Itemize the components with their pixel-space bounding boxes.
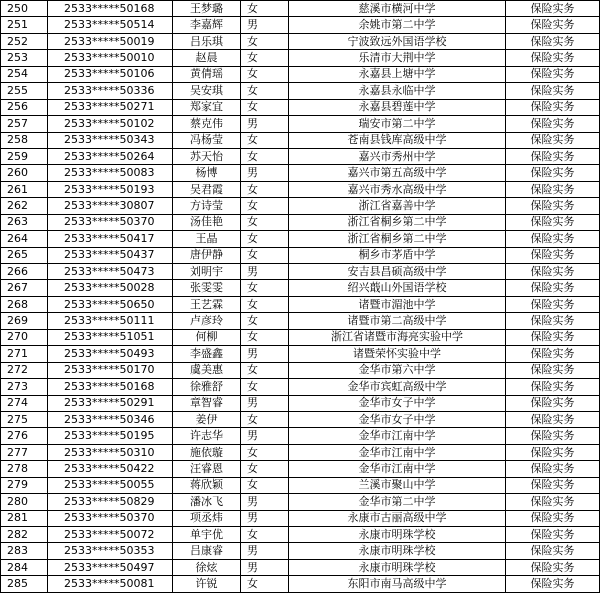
school-name-cell: 金华市女子中学 — [289, 411, 506, 427]
student-name-cell: 许锐 — [173, 576, 241, 592]
row-number-cell: 283 — [1, 543, 48, 559]
table-row — [1, 559, 600, 575]
exam-id-cell: 2533*****50019 — [48, 33, 173, 49]
school-name-cell: 苍南县钱库高级中学 — [289, 132, 506, 148]
row-number-cell: 259 — [1, 148, 48, 164]
student-name-cell: 何柳 — [173, 329, 241, 345]
exam-id-cell: 2533*****50370 — [48, 214, 173, 230]
student-name-cell: 吕康睿 — [173, 543, 241, 559]
student-name-cell: 汪睿恩 — [173, 461, 241, 477]
subject-cell: 保险实务 — [506, 428, 600, 444]
exam-id-cell: 2533*****50291 — [48, 395, 173, 411]
subject-cell: 保险实务 — [506, 296, 600, 312]
subject-cell: 保险实务 — [506, 411, 600, 427]
school-name-cell: 浙江省嘉善中学 — [289, 198, 506, 214]
gender-cell: 女 — [241, 214, 289, 230]
student-name-cell: 李盛鑫 — [173, 346, 241, 362]
gender-cell: 男 — [241, 17, 289, 33]
table-row — [1, 198, 600, 214]
gender-cell: 女 — [241, 280, 289, 296]
table-row — [1, 346, 600, 362]
student-name-cell: 张雯雯 — [173, 280, 241, 296]
exam-id-cell: 2533*****50081 — [48, 576, 173, 592]
student-name-cell: 黄倩瑶 — [173, 66, 241, 82]
school-name-cell: 宁波致远外国语学校 — [289, 33, 506, 49]
exam-id-cell: 2533*****50111 — [48, 313, 173, 329]
gender-cell: 男 — [241, 346, 289, 362]
table-row — [1, 214, 600, 230]
exam-id-cell: 2533*****50336 — [48, 83, 173, 99]
exam-id-cell: 2533*****50370 — [48, 510, 173, 526]
table-row — [1, 379, 600, 395]
school-name-cell: 金华市女子中学 — [289, 395, 506, 411]
student-name-cell: 方诗莹 — [173, 198, 241, 214]
row-number-cell: 250 — [1, 1, 48, 17]
table-row — [1, 1, 600, 17]
gender-cell: 男 — [241, 510, 289, 526]
table-row — [1, 247, 600, 263]
table-row — [1, 411, 600, 427]
table-row — [1, 444, 600, 460]
student-name-cell: 冯杨莹 — [173, 132, 241, 148]
table-row — [1, 428, 600, 444]
gender-cell: 女 — [241, 362, 289, 378]
student-name-cell: 吴君霞 — [173, 181, 241, 197]
table-row — [1, 165, 600, 181]
row-number-cell: 279 — [1, 477, 48, 493]
table-row — [1, 313, 600, 329]
student-name-cell: 吴安琪 — [173, 83, 241, 99]
student-name-cell: 郑家宜 — [173, 99, 241, 115]
student-name-cell: 章智睿 — [173, 395, 241, 411]
school-name-cell: 永嘉县上塘中学 — [289, 66, 506, 82]
row-number-cell: 254 — [1, 66, 48, 82]
student-name-cell: 蒋欣颖 — [173, 477, 241, 493]
school-name-cell: 永康市明珠学校 — [289, 527, 506, 543]
table-row — [1, 395, 600, 411]
subject-cell: 保险实务 — [506, 99, 600, 115]
school-name-cell: 乐清市大荆中学 — [289, 50, 506, 66]
exam-id-cell: 2533*****50497 — [48, 559, 173, 575]
row-number-cell: 272 — [1, 362, 48, 378]
subject-cell: 保险实务 — [506, 66, 600, 82]
row-number-cell: 269 — [1, 313, 48, 329]
table-row — [1, 362, 600, 378]
subject-cell: 保险实务 — [506, 379, 600, 395]
gender-cell: 男 — [241, 395, 289, 411]
school-name-cell: 嘉兴市秀水高级中学 — [289, 181, 506, 197]
school-name-cell: 金华市江南中学 — [289, 428, 506, 444]
table-row — [1, 494, 600, 510]
student-name-cell: 项丞炜 — [173, 510, 241, 526]
student-name-cell: 徐炫 — [173, 559, 241, 575]
exam-id-cell: 2533*****50514 — [48, 17, 173, 33]
gender-cell: 男 — [241, 428, 289, 444]
student-name-cell: 姜伊 — [173, 411, 241, 427]
exam-id-cell: 2533*****50650 — [48, 296, 173, 312]
exam-id-cell: 2533*****30807 — [48, 198, 173, 214]
school-name-cell: 桐乡市茅盾中学 — [289, 247, 506, 263]
gender-cell: 女 — [241, 231, 289, 247]
subject-cell: 保险实务 — [506, 50, 600, 66]
exam-id-cell: 2533*****50437 — [48, 247, 173, 263]
school-name-cell: 绍兴蕺山外国语学校 — [289, 280, 506, 296]
row-number-cell: 273 — [1, 379, 48, 395]
subject-cell: 保险实务 — [506, 165, 600, 181]
table-row — [1, 231, 600, 247]
student-name-cell: 许志华 — [173, 428, 241, 444]
row-number-cell: 265 — [1, 247, 48, 263]
row-number-cell: 264 — [1, 231, 48, 247]
table-row — [1, 148, 600, 164]
roster-body — [1, 1, 600, 593]
student-name-cell: 王晶 — [173, 231, 241, 247]
table-row — [1, 527, 600, 543]
school-name-cell: 诸暨荣怀实验中学 — [289, 346, 506, 362]
subject-cell: 保险实务 — [506, 264, 600, 280]
table-row — [1, 461, 600, 477]
school-name-cell: 余姚市第二中学 — [289, 17, 506, 33]
table-row — [1, 132, 600, 148]
exam-id-cell: 2533*****50168 — [48, 1, 173, 17]
table-row — [1, 264, 600, 280]
exam-id-cell: 2533*****50102 — [48, 116, 173, 132]
subject-cell: 保险实务 — [506, 181, 600, 197]
school-name-cell: 浙江省桐乡第二中学 — [289, 231, 506, 247]
row-number-cell: 266 — [1, 264, 48, 280]
gender-cell: 女 — [241, 527, 289, 543]
gender-cell: 女 — [241, 477, 289, 493]
subject-cell: 保险实务 — [506, 543, 600, 559]
gender-cell: 女 — [241, 461, 289, 477]
gender-cell: 男 — [241, 264, 289, 280]
table-row — [1, 477, 600, 493]
exam-id-cell: 2533*****50353 — [48, 543, 173, 559]
gender-cell: 男 — [241, 494, 289, 510]
table-row — [1, 99, 600, 115]
student-name-cell: 汤佳艳 — [173, 214, 241, 230]
gender-cell: 女 — [241, 247, 289, 263]
table-row — [1, 296, 600, 312]
table-row — [1, 116, 600, 132]
student-name-cell: 王梦璐 — [173, 1, 241, 17]
exam-id-cell: 2533*****50829 — [48, 494, 173, 510]
subject-cell: 保险实务 — [506, 494, 600, 510]
table-row — [1, 50, 600, 66]
student-name-cell: 单宇优 — [173, 527, 241, 543]
table-row — [1, 543, 600, 559]
student-name-cell: 卢彦玲 — [173, 313, 241, 329]
school-name-cell: 浙江省桐乡第二中学 — [289, 214, 506, 230]
school-name-cell: 金华市宾虹高级中学 — [289, 379, 506, 395]
student-name-cell: 李嘉辉 — [173, 17, 241, 33]
school-name-cell: 金华市江南中学 — [289, 444, 506, 460]
subject-cell: 保险实务 — [506, 116, 600, 132]
subject-cell: 保险实务 — [506, 83, 600, 99]
gender-cell: 女 — [241, 181, 289, 197]
row-number-cell: 274 — [1, 395, 48, 411]
subject-cell: 保险实务 — [506, 395, 600, 411]
subject-cell: 保险实务 — [506, 148, 600, 164]
table-row — [1, 576, 600, 592]
school-name-cell: 嘉兴市秀州中学 — [289, 148, 506, 164]
row-number-cell: 276 — [1, 428, 48, 444]
gender-cell: 女 — [241, 444, 289, 460]
gender-cell: 女 — [241, 83, 289, 99]
exam-id-cell: 2533*****50168 — [48, 379, 173, 395]
school-name-cell: 永康市明珠学校 — [289, 543, 506, 559]
student-name-cell: 潘冰飞 — [173, 494, 241, 510]
subject-cell: 保险实务 — [506, 247, 600, 263]
exam-id-cell: 2533*****50346 — [48, 411, 173, 427]
subject-cell: 保险实务 — [506, 362, 600, 378]
row-number-cell: 270 — [1, 329, 48, 345]
exam-id-cell: 2533*****50264 — [48, 148, 173, 164]
exam-id-cell: 2533*****50310 — [48, 444, 173, 460]
subject-cell: 保险实务 — [506, 477, 600, 493]
subject-cell: 保险实务 — [506, 510, 600, 526]
table-row — [1, 181, 600, 197]
subject-cell: 保险实务 — [506, 214, 600, 230]
school-name-cell: 东阳市南马高级中学 — [289, 576, 506, 592]
gender-cell: 女 — [241, 313, 289, 329]
exam-id-cell: 2533*****50170 — [48, 362, 173, 378]
row-number-cell: 284 — [1, 559, 48, 575]
school-name-cell: 永嘉县碧莲中学 — [289, 99, 506, 115]
school-name-cell: 瑞安市第二中学 — [289, 116, 506, 132]
school-name-cell: 诸暨市湄池中学 — [289, 296, 506, 312]
subject-cell: 保险实务 — [506, 132, 600, 148]
row-number-cell: 258 — [1, 132, 48, 148]
subject-cell: 保险实务 — [506, 576, 600, 592]
row-number-cell: 255 — [1, 83, 48, 99]
row-number-cell: 281 — [1, 510, 48, 526]
exam-id-cell: 2533*****50417 — [48, 231, 173, 247]
student-name-cell: 苏天怡 — [173, 148, 241, 164]
school-name-cell: 永嘉县永临中学 — [289, 83, 506, 99]
row-number-cell: 268 — [1, 296, 48, 312]
school-name-cell: 金华市第二中学 — [289, 494, 506, 510]
gender-cell: 女 — [241, 99, 289, 115]
exam-id-cell: 2533*****51051 — [48, 329, 173, 345]
student-name-cell: 徐雅舒 — [173, 379, 241, 395]
school-name-cell: 浙江省诸暨市海亮实验中学 — [289, 329, 506, 345]
gender-cell: 男 — [241, 165, 289, 181]
exam-id-cell: 2533*****50083 — [48, 165, 173, 181]
subject-cell: 保险实务 — [506, 33, 600, 49]
student-name-cell: 蔡克伟 — [173, 116, 241, 132]
student-name-cell: 虞美惠 — [173, 362, 241, 378]
exam-id-cell: 2533*****50493 — [48, 346, 173, 362]
table-row — [1, 17, 600, 33]
row-number-cell: 252 — [1, 33, 48, 49]
row-number-cell: 271 — [1, 346, 48, 362]
exam-id-cell: 2533*****50106 — [48, 66, 173, 82]
table-row — [1, 66, 600, 82]
subject-cell: 保险实务 — [506, 313, 600, 329]
student-name-cell: 王艺霖 — [173, 296, 241, 312]
school-name-cell: 慈溪市横河中学 — [289, 1, 506, 17]
exam-id-cell: 2533*****50010 — [48, 50, 173, 66]
table-row — [1, 33, 600, 49]
gender-cell: 女 — [241, 379, 289, 395]
gender-cell: 女 — [241, 576, 289, 592]
subject-cell: 保险实务 — [506, 527, 600, 543]
row-number-cell: 251 — [1, 17, 48, 33]
exam-id-cell: 2533*****50271 — [48, 99, 173, 115]
subject-cell: 保险实务 — [506, 461, 600, 477]
row-number-cell: 282 — [1, 527, 48, 543]
gender-cell: 女 — [241, 148, 289, 164]
subject-cell: 保险实务 — [506, 231, 600, 247]
school-name-cell: 金华市江南中学 — [289, 461, 506, 477]
gender-cell: 女 — [241, 66, 289, 82]
row-number-cell: 278 — [1, 461, 48, 477]
exam-id-cell: 2533*****50072 — [48, 527, 173, 543]
subject-cell: 保险实务 — [506, 17, 600, 33]
exam-id-cell: 2533*****50422 — [48, 461, 173, 477]
subject-cell: 保险实务 — [506, 198, 600, 214]
gender-cell: 女 — [241, 198, 289, 214]
school-name-cell: 兰溪市聚山中学 — [289, 477, 506, 493]
gender-cell: 男 — [241, 543, 289, 559]
student-name-cell: 刘明宇 — [173, 264, 241, 280]
row-number-cell: 253 — [1, 50, 48, 66]
exam-id-cell: 2533*****50193 — [48, 181, 173, 197]
row-number-cell: 285 — [1, 576, 48, 592]
student-name-cell: 吕乐琪 — [173, 33, 241, 49]
row-number-cell: 260 — [1, 165, 48, 181]
exam-id-cell: 2533*****50195 — [48, 428, 173, 444]
exam-id-cell: 2533*****50343 — [48, 132, 173, 148]
subject-cell: 保险实务 — [506, 329, 600, 345]
row-number-cell: 275 — [1, 411, 48, 427]
student-name-cell: 施依璇 — [173, 444, 241, 460]
gender-cell: 女 — [241, 132, 289, 148]
table-row — [1, 280, 600, 296]
school-name-cell: 安吉县昌硕高级中学 — [289, 264, 506, 280]
school-name-cell: 永康市古丽高级中学 — [289, 510, 506, 526]
row-number-cell: 267 — [1, 280, 48, 296]
row-number-cell: 277 — [1, 444, 48, 460]
table-row — [1, 329, 600, 345]
school-name-cell: 诸暨市第二高级中学 — [289, 313, 506, 329]
row-number-cell: 256 — [1, 99, 48, 115]
exam-id-cell: 2533*****50055 — [48, 477, 173, 493]
gender-cell: 女 — [241, 50, 289, 66]
row-number-cell: 261 — [1, 181, 48, 197]
gender-cell: 女 — [241, 33, 289, 49]
subject-cell: 保险实务 — [506, 444, 600, 460]
row-number-cell: 262 — [1, 198, 48, 214]
gender-cell: 女 — [241, 411, 289, 427]
student-name-cell: 赵晨 — [173, 50, 241, 66]
school-name-cell: 永康市明珠学校 — [289, 559, 506, 575]
subject-cell: 保险实务 — [506, 280, 600, 296]
subject-cell: 保险实务 — [506, 559, 600, 575]
student-name-cell: 杨博 — [173, 165, 241, 181]
subject-cell: 保险实务 — [506, 346, 600, 362]
subject-cell: 保险实务 — [506, 1, 600, 17]
gender-cell: 女 — [241, 1, 289, 17]
row-number-cell: 280 — [1, 494, 48, 510]
exam-id-cell: 2533*****50028 — [48, 280, 173, 296]
student-name-cell: 唐伊静 — [173, 247, 241, 263]
table-row — [1, 83, 600, 99]
gender-cell: 女 — [241, 329, 289, 345]
row-number-cell: 257 — [1, 116, 48, 132]
gender-cell: 男 — [241, 116, 289, 132]
school-name-cell: 金华市第六中学 — [289, 362, 506, 378]
row-number-cell: 263 — [1, 214, 48, 230]
table-row — [1, 510, 600, 526]
gender-cell: 女 — [241, 296, 289, 312]
gender-cell: 男 — [241, 559, 289, 575]
school-name-cell: 嘉兴市第五高级中学 — [289, 165, 506, 181]
exam-id-cell: 2533*****50473 — [48, 264, 173, 280]
